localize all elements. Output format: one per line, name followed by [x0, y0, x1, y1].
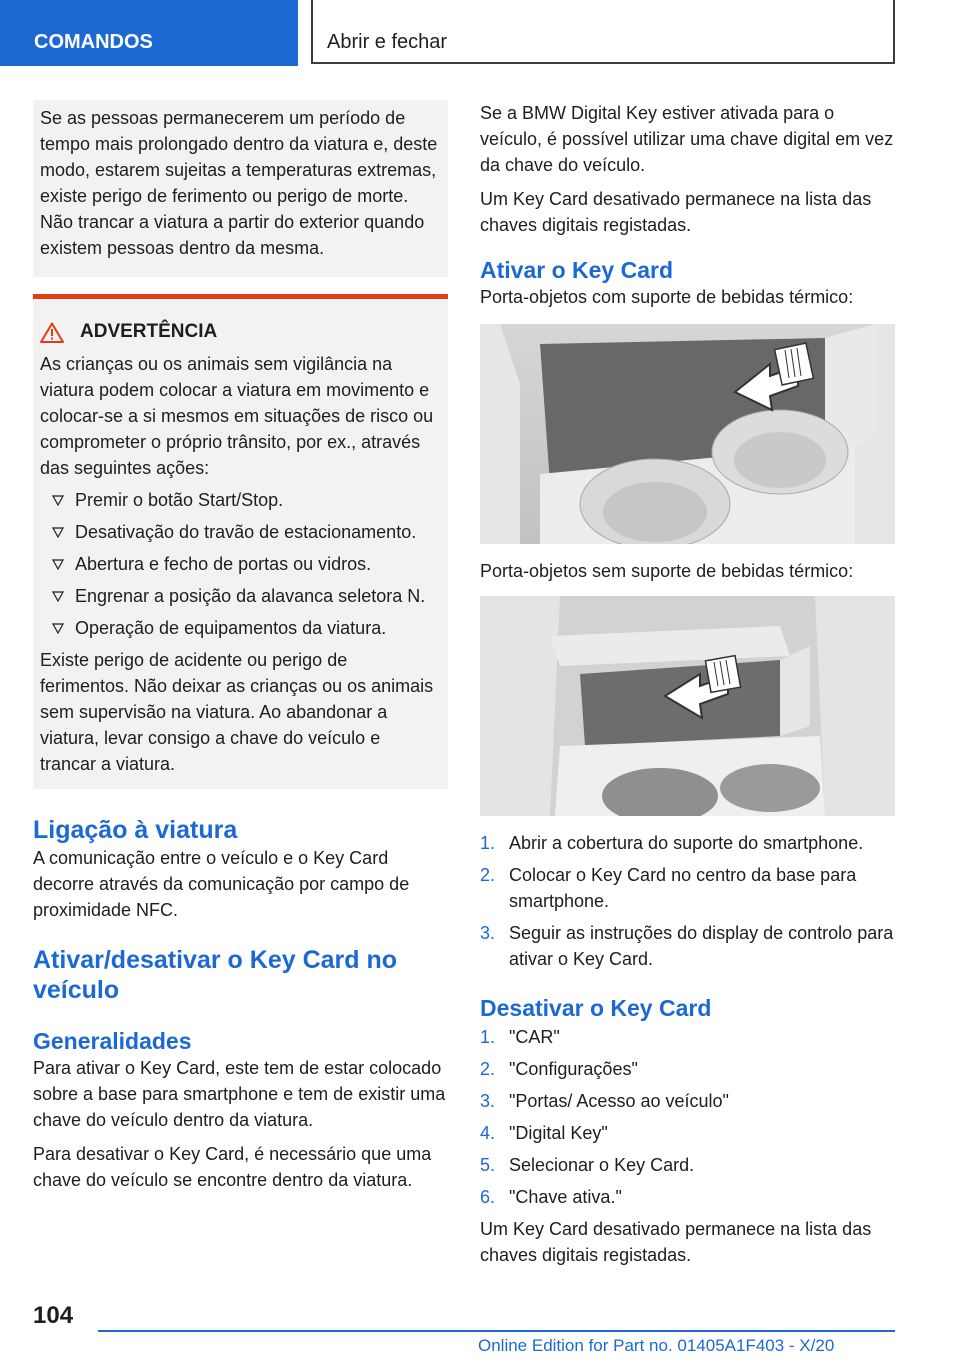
bullet-triangle-icon	[52, 590, 64, 602]
section-tab	[0, 0, 298, 66]
warning-bullet-list	[40, 487, 441, 641]
deactivate-closing-para: Um Key Card desativado permanece na lista das chaves digitais registadas.	[480, 1219, 872, 1265]
step-text: Abrir a cobertura do suporte do smartphone.	[509, 833, 864, 853]
list-item	[480, 862, 895, 914]
footer-divider	[98, 1330, 895, 1332]
warning-heading	[40, 319, 441, 345]
figure-caption-2: Porta-objetos sem suporte de bebidas térmico:	[480, 561, 854, 581]
bullet-triangle-icon	[52, 494, 64, 506]
step-number: 3.	[480, 923, 496, 943]
general-para-1: Para ativar o Key Card, este tem de estar colocado sobre a base para smartphone e tem de existir uma chave do veículo dentro da viatura.	[33, 1058, 446, 1130]
console-standard-cupholder-illustration	[480, 596, 895, 816]
step-number: 6.	[480, 1187, 496, 1207]
left-column	[33, 100, 448, 1201]
console-thermal-cupholder-illustration	[480, 324, 895, 544]
step-text: "Configurações"	[509, 1059, 638, 1079]
list-item	[480, 1152, 895, 1178]
section-heading-activate-deactivate: Ativar/desativar o Key Card no veículo	[33, 946, 398, 1004]
chapter-header	[311, 0, 895, 64]
step-text: "Chave ativa."	[509, 1187, 622, 1207]
list-item	[480, 1088, 895, 1114]
step-number: 4.	[480, 1123, 496, 1143]
general-para-2: Para desativar o Key Card, é necessário que uma chave do veículo se encontre dentro da viatura.	[33, 1144, 432, 1190]
warning-closing-text: Existe perigo de acidente ou perigo de ferimentos. Não deixar as crianças ou os animais sem supervisão na viatura. Ao abandonar a viatura, levar consigo a chave do veículo e trancar a viatura.	[40, 650, 434, 774]
list-item	[480, 1184, 895, 1210]
step-number: 2.	[480, 865, 496, 885]
list-item	[40, 615, 441, 641]
list-item	[40, 519, 441, 545]
bullet-triangle-icon	[52, 526, 64, 538]
step-text: Colocar o Key Card no centro da base para smartphone.	[509, 865, 857, 911]
deactivate-steps-list	[480, 1024, 895, 1210]
heading-deactivate-key-card: Desativar o Key Card	[480, 995, 712, 1021]
step-number: 1.	[480, 833, 496, 853]
step-text: "Portas/ Acesso ao veículo"	[509, 1091, 729, 1111]
right-column	[480, 100, 895, 1276]
list-item-text: Desativação do travão de estacionamento.	[75, 522, 417, 542]
connection-text: A comunicação entre o veículo e o Key Card decorre através da comunicação por campo de proximidade NFC.	[33, 848, 410, 920]
list-item	[480, 1120, 895, 1146]
step-text: "CAR"	[509, 1027, 560, 1047]
step-text: Seguir as instruções do display de controlo para ativar o Key Card.	[509, 923, 894, 969]
warning-text: As crianças ou os animais sem vigilância na viatura podem colocar a viatura em movimento e colocar-se a si mesmos em situações de risco ou comprometer o próprio trânsito, por ex., através das seguintes ações:	[40, 354, 434, 478]
footer-edition-text: Online Edition for Part no. 01405A1F403 - X/20	[478, 1336, 835, 1355]
chapter-title: Abrir e fechar	[327, 31, 448, 53]
heading-activate-key-card: Ativar o Key Card	[480, 257, 674, 283]
list-item	[40, 583, 441, 609]
figure-caption-1: Porta-objetos com suporte de bebidas térmico:	[480, 287, 854, 307]
info-box	[33, 100, 448, 277]
step-text: Selecionar o Key Card.	[509, 1155, 695, 1175]
section-heading-connection: Ligação à viatura	[33, 816, 238, 844]
page-number: 104	[33, 1302, 74, 1329]
info-box-text: Se as pessoas permanecerem um período de tempo mais prolongado dentro da viatura e, deste modo, estarem sujeitas a temperaturas extremas, existe perigo de ferimento ou perigo de morte. Não trancar a viatura a partir do exterior quando existem pessoas dentro da mesma.	[40, 108, 438, 258]
warning-title: ADVERTÊNCIA	[80, 321, 218, 342]
list-item-text: Premir o botão Start/Stop.	[75, 490, 284, 510]
step-number: 2.	[480, 1059, 496, 1079]
list-item	[480, 920, 895, 972]
warning-triangle-icon	[40, 322, 64, 343]
step-number: 1.	[480, 1027, 496, 1047]
activate-steps-list	[480, 830, 895, 972]
step-text: "Digital Key"	[509, 1123, 608, 1143]
bullet-triangle-icon	[52, 558, 64, 570]
digital-key-para: Se a BMW Digital Key estiver ativada para o veículo, é possível utilizar uma chave digital em vez da chave do veículo.	[480, 103, 894, 175]
bullet-triangle-icon	[52, 622, 64, 634]
deactivated-card-para: Um Key Card desativado permanece na lista das chaves digitais registadas.	[480, 189, 872, 235]
warning-box	[33, 294, 448, 789]
section-title: COMANDOS	[34, 31, 153, 53]
subheading-general: Generalidades	[33, 1028, 192, 1054]
list-item-text: Engrenar a posição da alavanca seletora N.	[75, 586, 426, 606]
list-item	[40, 551, 441, 577]
list-item-text: Abertura e fecho de portas ou vidros.	[75, 554, 372, 574]
list-item	[480, 1024, 895, 1050]
list-item-text: Operação de equipamentos da viatura.	[75, 618, 387, 638]
step-number: 3.	[480, 1091, 496, 1111]
list-item	[480, 1056, 895, 1082]
step-number: 5.	[480, 1155, 496, 1175]
list-item	[480, 830, 895, 856]
list-item	[40, 487, 441, 513]
